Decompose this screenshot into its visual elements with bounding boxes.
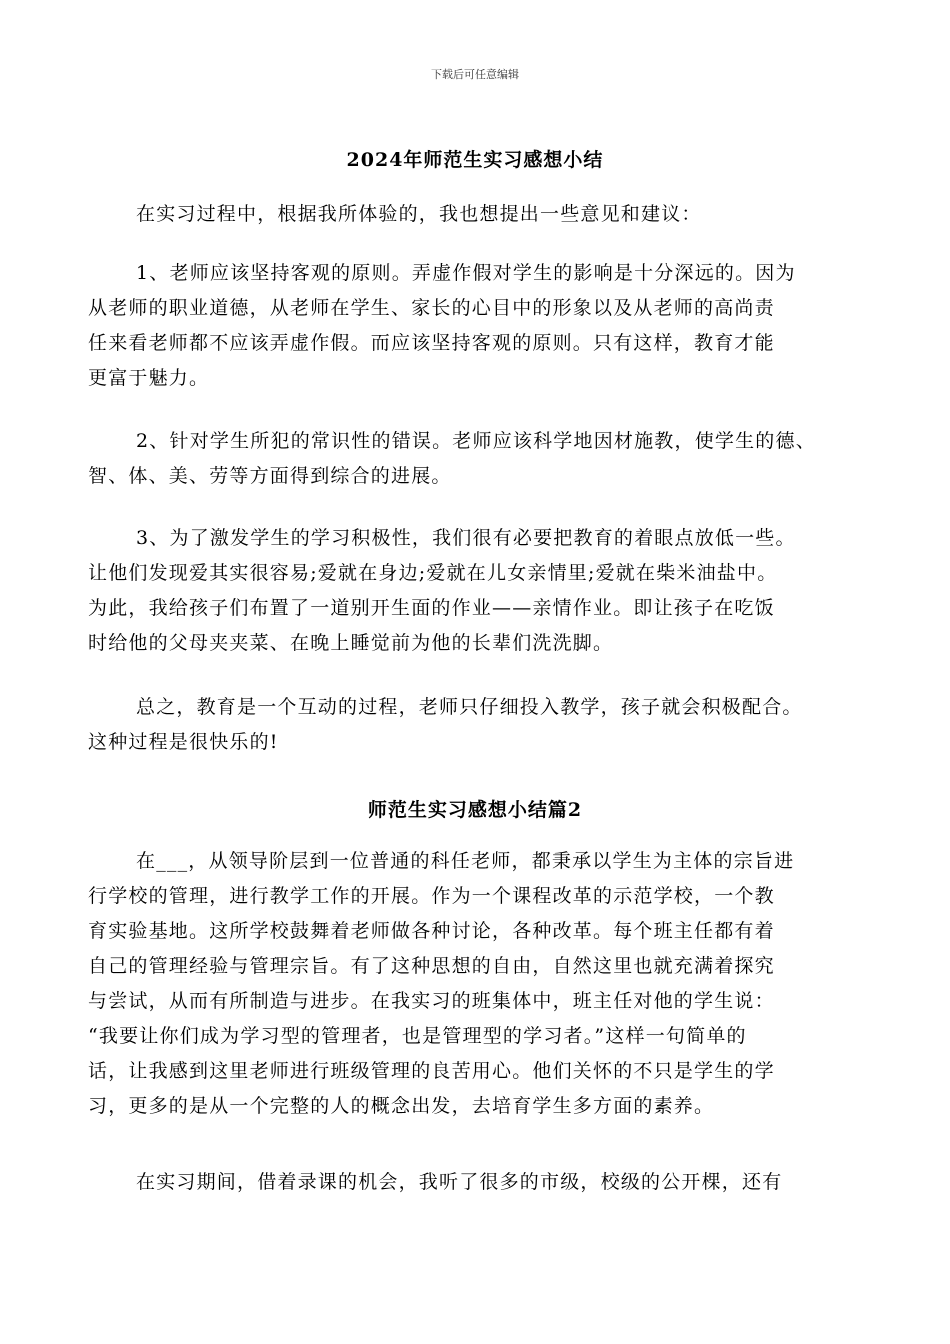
section-title-2: 师范生实习感想小结篇2 (367, 799, 583, 821)
paragraph-conclusion (88, 690, 858, 760)
paragraph-section2-1 (88, 844, 858, 1124)
text-line: 这种过程是很快乐的! (88, 731, 279, 753)
header-note: 下载后可任意编辑 (431, 68, 519, 81)
text-line: 在实习过程中，根据我所体验的，我也想提出一些意见和建议： (136, 203, 702, 225)
text-line: 3、为了激发学生的学习积极性，我们很有必要把教育的着眼点放低一些。 (136, 527, 796, 549)
text-line: “我要让你们成为学习型的管理者，也是管理型的学习者。”这样一句简单的 (88, 1025, 747, 1047)
text-line: 在实习期间，借着录课的机会，我听了很多的市级，校级的公开棵，还有 (136, 1171, 783, 1193)
text-line: 从老师的职业道德，从老师在学生、家长的心目中的形象以及从老师的高尚责 (88, 297, 775, 319)
paragraph-intro (88, 197, 858, 232)
text-line: 1、老师应该坚持客观的原则。弄虚作假对学生的影响是十分深远的。因为 (136, 262, 796, 284)
text-line: 让他们发现爱其实很容易;爱就在身边;爱就在儿女亲情里;爱就在柴米油盐中。 (88, 562, 778, 584)
text-line: 总之，教育是一个互动的过程，老师只仔细投入教学，孩子就会积极配合。 (136, 696, 803, 718)
text-line: 更富于魅力。 (88, 367, 210, 389)
text-line: 为此，我给孩子们布置了一道别开生面的作业——亲情作业。即让孩子在吃饭 (88, 597, 775, 619)
text-line: 话，让我感到这里老师进行班级管理的良苦用心。他们关怀的不只是学生的学 (88, 1060, 775, 1082)
text-line: 任来看老师都不应该弄虚作假。而应该坚持客观的原则。只有这样，教育才能 (88, 332, 775, 354)
document-title: 2024年师范生实习感想小结 (346, 149, 604, 171)
text-line: 2、针对学生所犯的常识性的错误。老师应该科学地因材施教，使学生的德、 (136, 430, 816, 452)
text-line: 育实验基地。这所学校鼓舞着老师做各种讨论，各种改革。每个班主任都有着 (88, 920, 775, 942)
text-line: 习，更多的是从一个完整的人的概念出发，去培育学生多方面的素养。 (88, 1095, 715, 1117)
text-line: 时给他的父母夹夹菜、在晚上睡觉前为他的长辈们洗洗脚。 (88, 632, 614, 654)
paragraph-section2-2 (88, 1165, 858, 1200)
text-line: 与尝试，从而有所制造与进步。在我实习的班集体中，班主任对他的学生说： (88, 990, 775, 1012)
text-line: 行学校的管理，进行教学工作的开展。作为一个课程改革的示范学校，一个教 (88, 885, 775, 907)
text-line: 自己的管理经验与管理宗旨。有了这种思想的自由，自然这里也就充满着探究 (88, 955, 775, 977)
paragraph-point-3 (88, 521, 858, 661)
paragraph-point-2 (88, 424, 858, 494)
text-line: 在___，从领导阶层到一位普通的科任老师，都秉承以学生为主体的宗旨进 (136, 850, 795, 872)
paragraph-point-1 (88, 256, 858, 396)
text-line: 智、体、美、劳等方面得到综合的进展。 (88, 465, 452, 487)
